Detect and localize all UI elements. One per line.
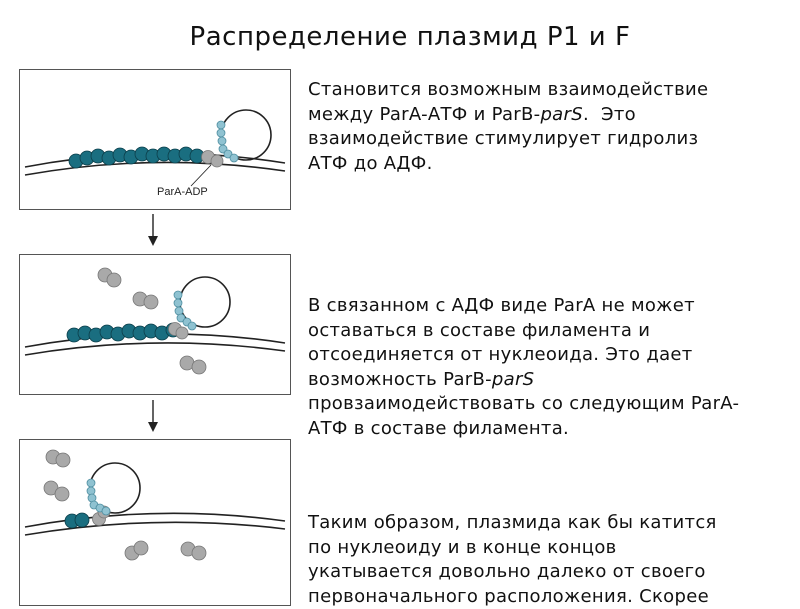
panel-1-illustration [20, 70, 290, 209]
text-line: взаимодействие стимулирует гидролиз [308, 127, 786, 152]
text-segment: между ParA-АТФ и ParB- [308, 104, 540, 125]
text-segment: . Это [583, 104, 636, 125]
text-line: Таким образом, плазмида как бы катится [308, 511, 786, 536]
para-adp-subunits [44, 450, 206, 560]
text-line: Становится возможным взаимодействие [308, 78, 786, 103]
down-arrow-2 [146, 400, 160, 432]
explanation-paragraph-2 [308, 294, 786, 441]
text-line [308, 103, 786, 128]
explanation-paragraph-3 [308, 511, 786, 609]
text-line: отсоединяется от нуклеоида. Это дает [308, 343, 786, 368]
nucleoid-strand-lower [25, 162, 285, 175]
text-line: В связанном с АДФ виде ParA не может [308, 294, 786, 319]
diagram-panel-1 [19, 69, 291, 210]
slide-title: Распределение плазмид P1 и F [0, 22, 800, 52]
para-adp-label: ParA-ADP [157, 186, 208, 198]
nucleoid-strand-lower [25, 522, 285, 535]
explanation-paragraph-1 [308, 78, 786, 176]
para-atp-filament [69, 147, 204, 168]
panel-3-illustration [20, 440, 290, 605]
text-segment-italic: parS [540, 104, 582, 125]
down-arrow-1 [146, 214, 160, 246]
text-line: АТФ в составе филамента. [308, 417, 786, 442]
text-line: АТФ до АДФ. [308, 152, 786, 177]
parb-pars-complex [87, 479, 110, 515]
text-segment: возможность ParB- [308, 369, 492, 390]
text-line [308, 368, 786, 393]
text-segment-italic: parS [492, 369, 534, 390]
nucleoid-strand-lower [25, 343, 285, 355]
text-line: по нуклеоиду и в конце концов [308, 536, 786, 561]
panel-2-illustration [20, 255, 290, 394]
para-adp-subunits [202, 151, 224, 168]
text-line: укатывается довольно далеко от своего [308, 560, 786, 585]
para-atp-filament [65, 513, 89, 528]
diagram-panel-3 [19, 439, 291, 606]
label-pointer [191, 165, 211, 186]
text-line: оставаться в составе филамента и [308, 319, 786, 344]
text-line: первоначального расположения. Скорее [308, 585, 786, 609]
diagram-panel-2 [19, 254, 291, 395]
para-atp-filament [67, 323, 180, 342]
text-line: провзаимодействовать со следующим ParA- [308, 392, 786, 417]
